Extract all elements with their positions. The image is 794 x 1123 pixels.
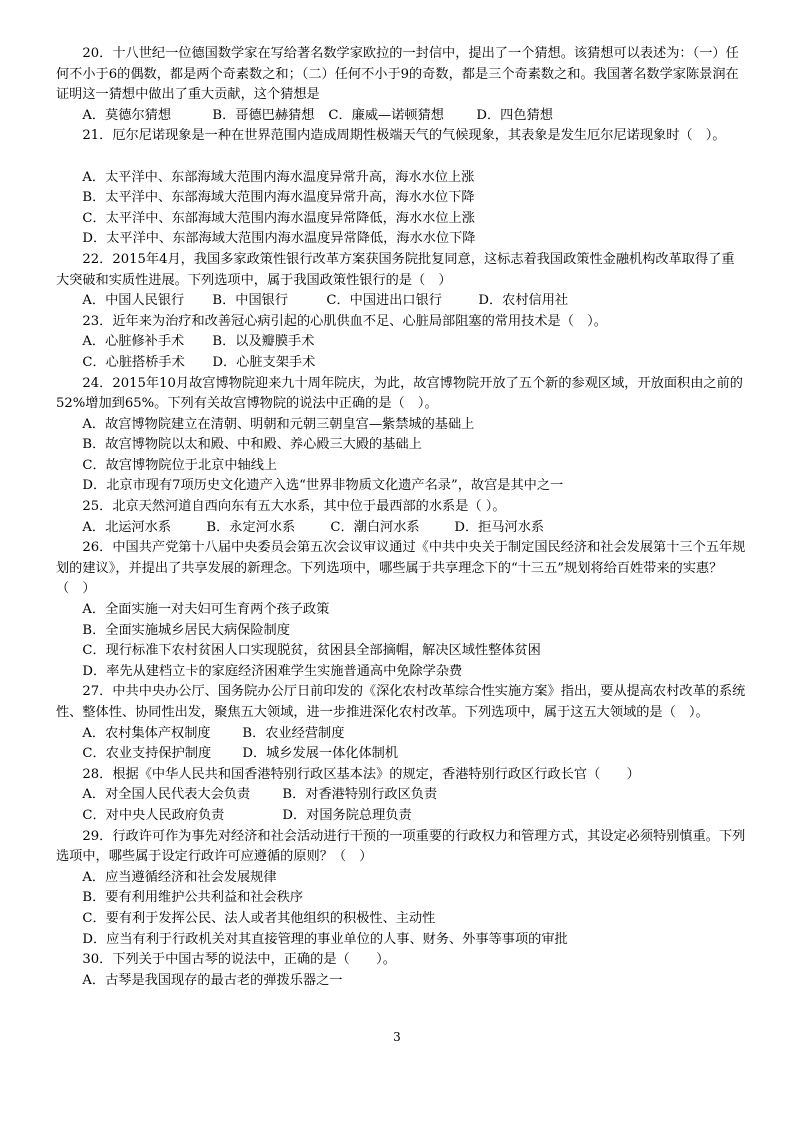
option-b: B．以及瓣膜手术 [212,334,315,350]
option-c: C．对中央人民政府负责 [82,807,225,823]
option-a: A．全面实施一对夫妇可生育两个孩子政策 [82,602,330,618]
question-27-options-row2 [56,744,746,765]
option-b: B．哥德巴赫猜想 [212,107,315,123]
question-21-stem: 21．厄尔尼诺现象是一种在世界范围内造成周期性极端天气的气候现象，其表象是发生厄尔尼诺现象时（ ）。 [82,128,726,144]
question-22-options [56,291,746,312]
option-d: D．农村信用社 [478,293,569,309]
option-c: C．要有利于发挥公民、法人或者其他组织的积极性、主动性 [82,910,436,926]
option-a: A．故宫博物院建立在清朝、明朝和元朝三朝皇宫—紫禁城的基础上 [82,416,475,432]
question-30-stem: 30．下列关于中国古琴的说法中，正确的是（ ）。 [82,952,396,968]
option-a: A．北运河水系 [82,519,172,535]
page-number: 3 [393,1030,401,1044]
question-23-options-row2 [56,353,746,374]
option-b: B．太平洋中、东部海域大范围内海水温度异常升高，海水水位下降 [82,190,475,206]
option-d: D．应当有利于行政机关对其直接管理的事业单位的人事、财务、外事等事项的审批 [82,931,568,947]
question-22-stem: 22．2015年4月，我国多家政策性银行改革方案获国务院批复同意，这标志着我国政策性金融机构改革取得了重大突破和实质性进展。下列选项中，属于我国政策性银行的是（ ） [56,251,735,288]
option-a: A．农村集体产权制度 [82,725,211,741]
option-c: C．现行标准下农村贫困人口实现脱贫，贫困县全部摘帽，解决区域性整体贫困 [82,643,541,659]
option-c: C．太平洋中、东部海域大范围内海水温度异常降低，海水水位上涨 [82,210,475,226]
option-d: D．太平洋中、东部海域大范围内海水温度异常降低，海水水位下降 [82,231,476,247]
option-d: D．对国务院总理负责 [282,807,412,823]
question-23-stem: 23．近年来为治疗和改善冠心病引起的心肌供血不足、心脏局部阻塞的常用技术是（ ）。 [82,313,607,329]
option-a: A．古琴是我国现存的最古老的弹拨乐器之一 [82,972,343,988]
question-26-stem: 26．中国共产党第十八届中央委员会第五次会议审议通过《中共中央关于制定国民经济和社会发展第十三个五年规划的建议》，并提出了共享发展的新理念。下列选项中，哪些属于共享理念下的“十三五”规划将给百姓带来的实惠？（ ） [56,540,746,597]
option-b: B．故宫博物院以太和殿、中和殿、养心殿三大殿的基础上 [82,437,422,453]
option-b: B．中国银行 [212,293,289,309]
question-20-options [56,106,746,127]
option-b: B．全面实施城乡居民大病保险制度 [82,622,290,638]
blank-line [56,147,746,168]
option-d: D．率先从建档立卡的家庭经济困难学生实施普通高中免除学杂费 [82,663,463,679]
question-28-options-row1 [56,785,746,806]
option-a: A．中国人民银行 [82,293,185,309]
option-b: B．对香港特别行政区负责 [282,787,438,803]
option-c: C．中国进出口银行 [326,293,442,309]
option-a: A．太平洋中、东部海域大范围内海水温度异常升高，海水水位上涨 [82,169,475,185]
option-a: A．应当遵循经济和社会发展规律 [82,869,277,885]
question-24-stem: 24．2015年10月故宫博物院迎来九十周年院庆，为此，故宫博物院开放了五个新的参观区域，开放面积由之前的52%增加到65%。下列有关故宫博物院的说法中正确的是（ ）。 [56,375,743,412]
question-25-stem: 25．北京天然河道自西向东有五大水系，其中位于最西部的水系是（ ）。 [82,499,506,515]
option-c: C．心脏搭桥手术 [82,354,185,370]
question-29-stem: 29．行政许可作为事先对经济和社会活动进行干预的一项重要的行政权力和管理方式，其设定必须特别慎重。下列选项中，哪些属于设定行政许可应遵循的原则？（ ） [56,828,746,865]
question-27-options-row1 [56,724,746,745]
option-d: D．心脏支架手术 [212,354,316,370]
option-b: B．永定河水系 [206,519,296,535]
question-23-options-row1 [56,332,746,353]
option-d: D．四色猜想 [476,107,553,123]
question-20-stem: 20．十八世纪一位德国数学家在写给著名数学家欧拉的一封信中，提出了一个猜想。该猜想可以表述为：（一）任何不小于6的偶数，都是两个奇素数之和；（二）任何不小于9的奇数，都是三个奇素数之和。我国著名数学家陈景润在证明这一猜想中做出了重大贡献，这个猜想是 [56,46,739,103]
question-28-stem: 28．根据《中华人民共和国香港特别行政区基本法》的规定，香港特别行政区行政长官（ ） [82,766,640,782]
option-c: C．廉威—诺顿猜想 [328,107,444,123]
question-28-options-row2 [56,806,746,827]
option-d: D．城乡发展一体化体制机 [242,746,399,762]
question-27-stem: 27．中共中央办公厅、国务院办公厅日前印发的《深化农村改革综合性实施方案》指出，要从提高农村改革的系统性、整体性、协同性出发，聚焦五大领域，进一步推进深化农村改革。下列选项中，属于这五大领域的是（ ）。 [56,684,746,720]
option-d: D．北京市现有7项历史文化遗产入选“世界非物质文化遗产名录”，故宫是其中之一 [82,478,564,494]
option-b: B．要有利用维护公共利益和社会秩序 [82,890,304,906]
option-a: A．莫德尔猜想 [82,107,172,123]
question-25-options [56,518,746,539]
option-b: B．农业经营制度 [242,725,345,741]
option-d: D．拒马河水系 [454,519,545,535]
option-c: C．故宫博物院位于北京中轴线上 [82,457,278,473]
exam-page-content [56,44,746,991]
option-a: A．对全国人民代表大会负责 [82,787,251,803]
option-a: A．心脏修补手术 [82,334,185,350]
option-c: C．农业支持保护制度 [82,746,212,762]
option-c: C．潮白河水系 [330,519,420,535]
